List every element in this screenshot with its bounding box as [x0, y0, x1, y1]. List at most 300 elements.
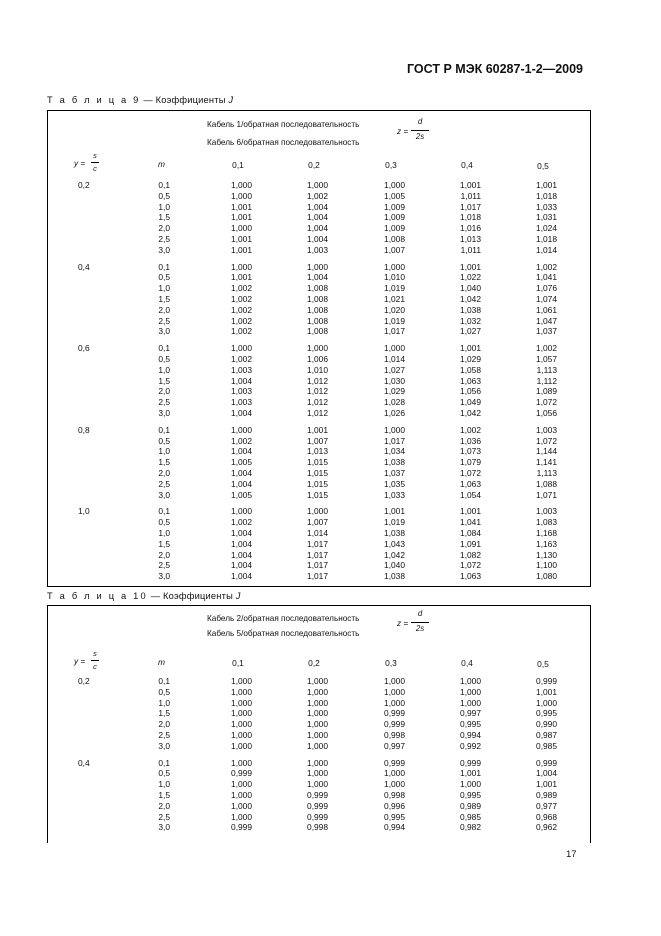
y-value: 0,2 — [78, 180, 90, 190]
j-value: 0,999 — [384, 708, 405, 719]
j-value: 1,056 — [536, 408, 557, 418]
j-value: 0,999 — [536, 757, 557, 768]
m-value: 1,5 — [158, 294, 170, 304]
j-value: 1,000 — [307, 708, 328, 719]
j-value: 1,002 — [307, 190, 328, 201]
j-value: 1,042 — [460, 408, 481, 418]
j-value: 0,999 — [384, 757, 405, 768]
j-value: 1,000 — [384, 768, 405, 779]
table-9-col-header: 0,5 — [537, 161, 549, 171]
table-9-y-denominator: c — [93, 164, 97, 173]
j-value: 1,004 — [231, 549, 252, 560]
table-9-y-fraction-bar — [91, 162, 99, 163]
table-row — [48, 191, 592, 202]
j-value: 0,999 — [536, 676, 557, 686]
j-value: 1,002 — [231, 304, 252, 315]
m-value: 2,5 — [158, 730, 170, 740]
table-row — [48, 294, 592, 305]
j-value: 0,989 — [536, 790, 557, 800]
j-value: 1,082 — [460, 549, 481, 560]
j-value: 1,063 — [460, 375, 481, 386]
j-value: 0,998 — [384, 790, 405, 800]
j-value: 1,000 — [460, 779, 481, 790]
j-value: 1,000 — [307, 343, 328, 354]
table-9-y-numerator: s — [93, 151, 97, 160]
j-value: 1,004 — [231, 571, 252, 582]
j-value: 1,000 — [231, 424, 252, 435]
j-value: 1,011 — [460, 190, 481, 201]
table-row — [48, 822, 592, 833]
table-10-caption — [47, 591, 241, 601]
j-value: 1,000 — [231, 811, 252, 822]
j-value: 1,014 — [384, 354, 405, 364]
j-value: 1,019 — [384, 283, 405, 294]
j-value: 0,989 — [460, 800, 481, 811]
j-value: 1,072 — [460, 560, 481, 571]
m-value: 0,1 — [158, 506, 170, 517]
j-value: 1,000 — [460, 676, 481, 686]
j-value: 1,001 — [536, 686, 557, 697]
table-10-caption-symbol: J — [235, 591, 241, 601]
table-10-col-header: 0,1 — [232, 658, 244, 668]
j-value: 1,005 — [384, 190, 405, 201]
table-9-col-header: 0,2 — [308, 160, 320, 170]
j-value: 1,035 — [384, 478, 405, 489]
document-header: ГОСТ Р МЭК 60287-1-2—2009 — [407, 62, 583, 76]
y-value: 0,4 — [78, 757, 90, 768]
table-row — [48, 758, 592, 769]
y-value: 0,2 — [78, 676, 90, 686]
j-value: 1,022 — [460, 272, 481, 283]
j-value: 0,968 — [536, 811, 557, 822]
j-value: 1,009 — [384, 201, 405, 212]
j-value: 1,058 — [460, 364, 481, 375]
j-value: 1,018 — [536, 190, 557, 201]
j-value: 1,000 — [460, 686, 481, 697]
j-value: 0,995 — [460, 790, 481, 800]
table-10-z-numerator: d — [417, 609, 423, 618]
j-value: 1,000 — [536, 697, 557, 708]
j-value: 1,079 — [460, 457, 481, 468]
j-value: 1,113 — [536, 364, 557, 375]
table-10-z-denominator: 2s — [415, 624, 425, 633]
m-value: 3,0 — [158, 326, 170, 337]
j-value: 1,037 — [536, 326, 557, 337]
m-value: 1,5 — [158, 708, 170, 719]
j-value: 1,007 — [307, 517, 328, 528]
j-value: 0,985 — [536, 740, 557, 751]
page-number: 17 — [566, 849, 577, 860]
m-value: 1,5 — [158, 457, 170, 468]
j-value: 1,033 — [536, 201, 557, 212]
j-value: 1,000 — [384, 424, 405, 435]
table-10-col-header: 0,3 — [385, 658, 397, 668]
j-value: 1,040 — [460, 283, 481, 294]
table-row — [48, 779, 592, 790]
table-row — [48, 343, 592, 354]
m-value: 0,1 — [158, 180, 170, 190]
j-value: 1,089 — [536, 386, 557, 397]
j-value: 1,000 — [307, 180, 328, 190]
j-value: 0,994 — [460, 730, 481, 740]
j-value: 1,004 — [231, 375, 252, 386]
table-row — [48, 468, 592, 479]
j-value: 0,992 — [460, 740, 481, 751]
j-value: 1,000 — [231, 190, 252, 201]
j-value: 1,008 — [307, 283, 328, 294]
m-value: 3,0 — [158, 740, 170, 751]
m-value: 1,0 — [158, 201, 170, 212]
j-value: 1,010 — [307, 364, 328, 375]
table-row — [48, 560, 592, 571]
j-value: 1,084 — [460, 528, 481, 538]
j-value: 1,000 — [231, 757, 252, 768]
j-value: 1,019 — [384, 517, 405, 528]
m-value: 3,0 — [158, 822, 170, 833]
j-value: 1,005 — [231, 489, 252, 500]
j-value: 1,034 — [384, 446, 405, 457]
j-value: 1,015 — [307, 489, 328, 500]
j-value: 1,027 — [460, 326, 481, 337]
j-value: 1,063 — [460, 571, 481, 582]
table-10-z-label: z = — [397, 619, 409, 628]
j-value: 1,000 — [307, 686, 328, 697]
j-value: 1,024 — [536, 223, 557, 234]
table-9-m-header: m — [158, 159, 165, 169]
j-value: 1,004 — [307, 212, 328, 223]
table-row — [48, 376, 592, 387]
m-value: 0,5 — [158, 190, 170, 201]
table-row — [48, 305, 592, 316]
j-value: 1,038 — [384, 528, 405, 538]
m-value: 0,1 — [158, 261, 170, 272]
table-row — [48, 326, 592, 337]
j-value: 1,001 — [460, 261, 481, 272]
j-value: 1,000 — [384, 779, 405, 790]
j-value: 1,007 — [384, 244, 405, 255]
j-value: 0,982 — [460, 822, 481, 833]
m-value: 2,5 — [158, 560, 170, 571]
j-value: 1,004 — [231, 560, 252, 571]
m-value: 0,1 — [158, 757, 170, 768]
j-value: 1,002 — [231, 283, 252, 294]
j-value: 0,999 — [231, 768, 252, 779]
table-row — [48, 479, 592, 490]
table-row — [48, 245, 592, 256]
j-value: 1,012 — [307, 386, 328, 397]
table-row — [48, 812, 592, 823]
j-value: 1,000 — [307, 730, 328, 740]
table-9-caption-symbol: J — [228, 95, 234, 105]
j-value: 0,998 — [384, 730, 405, 740]
j-value: 1,011 — [460, 244, 481, 255]
j-value: 1,041 — [536, 272, 557, 283]
table-row — [48, 180, 592, 191]
m-value: 0,5 — [158, 517, 170, 528]
j-value: 1,054 — [460, 489, 481, 500]
m-value: 1,0 — [158, 779, 170, 790]
table-10-header-line1: Кабель 2/обратная последовательность — [207, 614, 360, 623]
j-value: 1,001 — [460, 343, 481, 354]
table-row — [48, 457, 592, 468]
j-value: 1,004 — [307, 201, 328, 212]
j-value: 1,000 — [307, 506, 328, 517]
j-value: 0,999 — [307, 811, 328, 822]
j-value: 1,032 — [460, 315, 481, 326]
table-10-caption-prefix: Т а б л и ц а 10 — [47, 591, 148, 601]
j-value: 1,030 — [384, 375, 405, 386]
m-value: 0,5 — [158, 354, 170, 364]
j-value: 0,995 — [536, 708, 557, 719]
j-value: 1,004 — [307, 272, 328, 283]
j-value: 1,003 — [231, 364, 252, 375]
j-value: 1,072 — [536, 397, 557, 408]
table-9-header-line2: Кабель 6/обратная последовательность — [207, 138, 360, 147]
table-row — [48, 365, 592, 376]
j-value: 1,004 — [536, 768, 557, 779]
j-value: 1,015 — [307, 468, 328, 478]
j-value: 1,017 — [384, 435, 405, 446]
j-value: 1,000 — [384, 686, 405, 697]
m-value: 0,1 — [158, 424, 170, 435]
j-value: 1,008 — [307, 294, 328, 304]
j-value: 1,038 — [460, 304, 481, 315]
table-10-z-fraction-bar — [411, 622, 429, 623]
table-row — [48, 768, 592, 779]
j-value: 1,002 — [460, 424, 481, 435]
table-9-z-fraction-bar — [411, 130, 429, 131]
j-value: 1,013 — [307, 446, 328, 457]
j-value: 1,042 — [460, 294, 481, 304]
j-value: 1,076 — [536, 283, 557, 294]
j-value: 1,000 — [384, 676, 405, 686]
j-value: 1,001 — [384, 506, 405, 517]
j-value: 1,001 — [460, 506, 481, 517]
m-value: 2,0 — [158, 800, 170, 811]
j-value: 1,001 — [536, 180, 557, 190]
j-value: 1,061 — [536, 304, 557, 315]
j-value: 1,049 — [460, 397, 481, 408]
j-value: 1,001 — [231, 272, 252, 283]
j-value: 1,017 — [307, 560, 328, 571]
j-value: 1,001 — [460, 180, 481, 190]
j-value: 1,003 — [536, 506, 557, 517]
j-value: 0,998 — [307, 822, 328, 833]
j-value: 1,088 — [536, 478, 557, 489]
j-value: 1,000 — [231, 223, 252, 234]
j-value: 0,990 — [536, 719, 557, 730]
m-value: 0,1 — [158, 343, 170, 354]
table-row — [48, 223, 592, 234]
j-value: 1,001 — [231, 234, 252, 244]
j-value: 1,005 — [231, 457, 252, 468]
j-value: 1,047 — [536, 315, 557, 326]
j-value: 1,000 — [307, 757, 328, 768]
table-9-col-header: 0,4 — [461, 160, 473, 170]
j-value: 1,012 — [307, 408, 328, 418]
m-value: 1,0 — [158, 364, 170, 375]
j-value: 1,017 — [460, 201, 481, 212]
j-value: 1,000 — [307, 779, 328, 790]
table-9-caption-text: — Коэффициенты — [140, 95, 229, 105]
j-value: 1,014 — [307, 528, 328, 538]
table-row — [48, 571, 592, 582]
table-9-header-line1: Кабель 1/обратная последовательность — [207, 120, 360, 129]
j-value: 1,001 — [231, 201, 252, 212]
j-value: 1,029 — [384, 386, 405, 397]
j-value: 1,013 — [460, 234, 481, 244]
j-value: 1,017 — [384, 326, 405, 337]
j-value: 1,072 — [536, 435, 557, 446]
table-row — [48, 354, 592, 365]
j-value: 0,962 — [536, 822, 557, 833]
j-value: 0,999 — [231, 822, 252, 833]
m-value: 2,5 — [158, 478, 170, 489]
j-value: 1,001 — [460, 768, 481, 779]
j-value: 1,000 — [231, 800, 252, 811]
j-value: 1,071 — [536, 489, 557, 500]
j-value: 1,112 — [536, 375, 557, 386]
j-value: 1,002 — [536, 261, 557, 272]
j-value: 1,043 — [384, 538, 405, 549]
m-value: 1,5 — [158, 212, 170, 223]
m-value: 2,0 — [158, 719, 170, 730]
j-value: 1,017 — [307, 538, 328, 549]
y-value: 0,4 — [78, 261, 90, 272]
j-value: 0,999 — [307, 800, 328, 811]
j-value: 1,010 — [384, 272, 405, 283]
j-value: 1,000 — [231, 261, 252, 272]
j-value: 1,000 — [307, 768, 328, 779]
table-row — [48, 436, 592, 447]
j-value: 1,002 — [231, 354, 252, 364]
j-value: 1,000 — [231, 740, 252, 751]
table-row — [48, 708, 592, 719]
j-value: 1,026 — [384, 408, 405, 418]
table-row — [48, 517, 592, 528]
j-value: 1,168 — [536, 528, 557, 538]
table-row — [48, 446, 592, 457]
j-value: 1,004 — [231, 538, 252, 549]
j-value: 0,995 — [384, 811, 405, 822]
j-value: 1,037 — [384, 468, 405, 478]
j-value: 1,002 — [231, 315, 252, 326]
m-value: 3,0 — [158, 408, 170, 418]
table-9-z-label: z = — [397, 127, 409, 136]
m-value: 0,5 — [158, 272, 170, 283]
j-value: 0,996 — [384, 800, 405, 811]
j-value: 1,001 — [536, 779, 557, 790]
j-value: 1,074 — [536, 294, 557, 304]
m-value: 2,5 — [158, 315, 170, 326]
table-row — [48, 408, 592, 419]
j-value: 0,997 — [460, 708, 481, 719]
table-row — [48, 202, 592, 213]
j-value: 1,000 — [231, 779, 252, 790]
j-value: 1,004 — [231, 468, 252, 478]
j-value: 1,038 — [384, 571, 405, 582]
j-value: 0,995 — [460, 719, 481, 730]
m-value: 0,5 — [158, 435, 170, 446]
j-value: 0,997 — [384, 740, 405, 751]
table-10 — [47, 605, 591, 843]
table-row — [48, 425, 592, 436]
table-row — [48, 283, 592, 294]
j-value: 1,003 — [231, 386, 252, 397]
j-value: 1,000 — [231, 686, 252, 697]
m-value: 0,5 — [158, 686, 170, 697]
j-value: 0,985 — [460, 811, 481, 822]
j-value: 0,999 — [307, 790, 328, 800]
j-value: 1,000 — [384, 343, 405, 354]
j-value: 1,017 — [307, 571, 328, 582]
m-value: 0,1 — [158, 676, 170, 686]
j-value: 1,019 — [384, 315, 405, 326]
j-value: 1,038 — [384, 457, 405, 468]
j-value: 1,001 — [307, 424, 328, 435]
m-value: 1,0 — [158, 283, 170, 294]
table-row — [48, 741, 592, 752]
j-value: 0,994 — [384, 822, 405, 833]
j-value: 1,000 — [460, 697, 481, 708]
j-value: 1,144 — [536, 446, 557, 457]
j-value: 1,042 — [384, 549, 405, 560]
j-value: 1,072 — [460, 468, 481, 478]
m-value: 1,5 — [158, 375, 170, 386]
j-value: 1,000 — [231, 676, 252, 686]
table-10-col-header: 0,5 — [537, 659, 549, 669]
table-9-z-numerator: d — [417, 117, 423, 126]
j-value: 1,003 — [536, 424, 557, 435]
table-10-y-numerator: s — [93, 649, 97, 658]
j-value: 1,057 — [536, 354, 557, 364]
table-9-col-header: 0,3 — [385, 160, 397, 170]
table-10-y-label: y = — [74, 657, 86, 666]
j-value: 1,002 — [231, 326, 252, 337]
table-10-y-denominator: c — [93, 662, 97, 671]
j-value: 1,004 — [231, 478, 252, 489]
y-value: 0,6 — [78, 343, 90, 354]
j-value: 1,000 — [231, 708, 252, 719]
j-value: 1,000 — [231, 343, 252, 354]
table-row — [48, 790, 592, 801]
j-value: 1,003 — [231, 397, 252, 408]
j-value: 1,033 — [384, 489, 405, 500]
j-value: 1,001 — [231, 212, 252, 223]
m-value: 2,5 — [158, 397, 170, 408]
j-value: 1,012 — [307, 375, 328, 386]
j-value: 1,000 — [231, 697, 252, 708]
table-row — [48, 272, 592, 283]
table-9-y-label: y = — [74, 159, 86, 168]
table-row — [48, 801, 592, 812]
m-value: 1,0 — [158, 528, 170, 538]
j-value: 1,004 — [231, 528, 252, 538]
table-9-caption-prefix: Т а б л и ц а 9 — [47, 95, 141, 105]
j-value: 1,002 — [536, 343, 557, 354]
j-value: 1,006 — [307, 354, 328, 364]
j-value: 1,000 — [307, 697, 328, 708]
j-value: 1,000 — [231, 506, 252, 517]
j-value: 1,002 — [231, 435, 252, 446]
j-value: 1,056 — [460, 386, 481, 397]
j-value: 1,002 — [231, 294, 252, 304]
j-value: 1,009 — [384, 212, 405, 223]
j-value: 1,029 — [460, 354, 481, 364]
table-9-col-header: 0,1 — [232, 160, 244, 170]
table-10-y-fraction-bar — [91, 660, 99, 661]
table-10-col-header: 0,4 — [461, 658, 473, 668]
